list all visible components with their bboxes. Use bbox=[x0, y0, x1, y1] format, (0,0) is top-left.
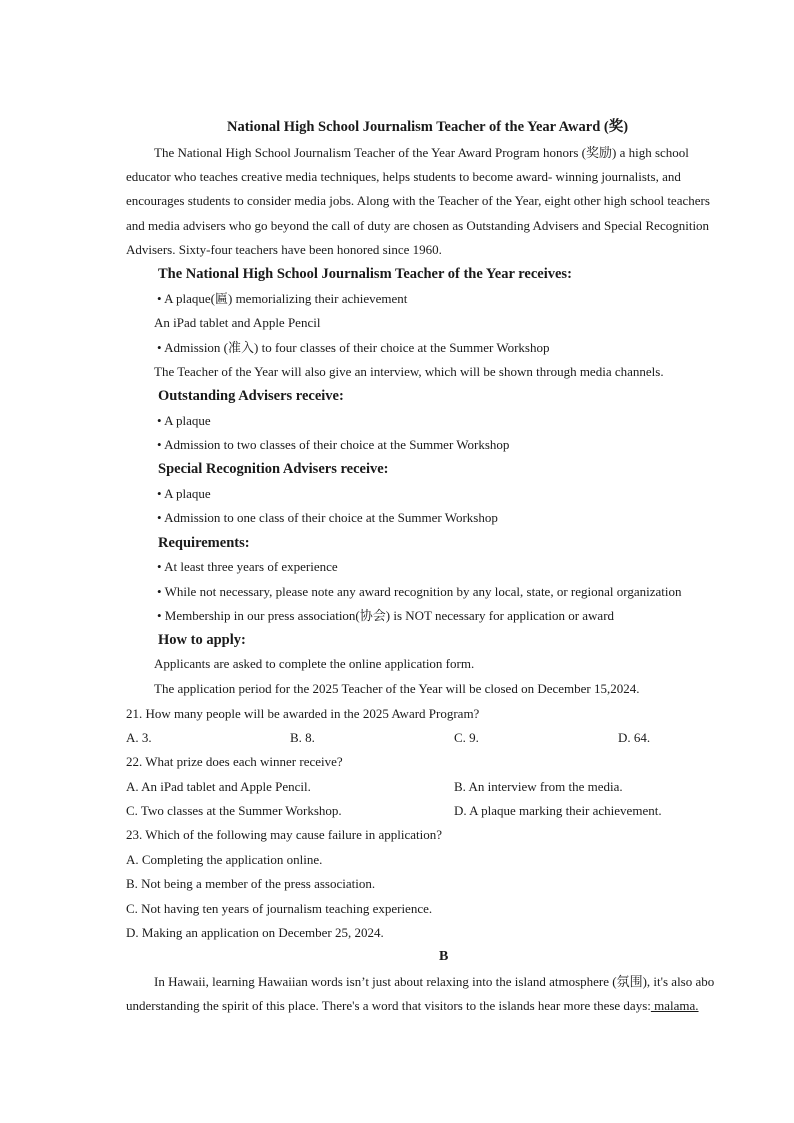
intro-line: encourages students to consider media jobs. Along with the Teacher of the Year, eight other high school teachers bbox=[126, 193, 710, 208]
option-b: B. An interview from the media. bbox=[454, 779, 623, 794]
list-item: The application period for the 2025 Teacher of the Year will be closed on December 15,2024. bbox=[154, 681, 640, 696]
list-item: An iPad tablet and Apple Pencil bbox=[154, 315, 321, 330]
intro-line: educator who teaches creative media techniques, helps students to become award- winning journalists, and bbox=[126, 169, 681, 184]
option-c: C. Not having ten years of journalism teaching experience. bbox=[126, 901, 433, 916]
teacher-heading: The National High School Journalism Teacher of the Year receives: bbox=[158, 266, 572, 282]
intro-line: The National High School Journalism Teacher of the Year Award Program honors (奖励) a high school bbox=[154, 145, 689, 160]
passage-line: In Hawaii, learning Hawaiian words isn’t just about relaxing into the island atmosphere (氛围), it's also abo bbox=[154, 974, 715, 989]
option-b: B. 8. bbox=[290, 730, 315, 745]
list-item: • At least three years of experience bbox=[157, 559, 338, 574]
section-label: B bbox=[439, 949, 449, 964]
question-stem: 22. What prize does each winner receive? bbox=[126, 754, 343, 769]
question-stem: 23. Which of the following may cause failure in application? bbox=[126, 827, 442, 842]
list-item: • Admission to two classes of their choice at the Summer Workshop bbox=[157, 437, 510, 452]
list-item: • While not necessary, please note any award recognition by any local, state, or regional organization bbox=[157, 584, 682, 599]
passage-text: understanding the spirit of this place. There's a word that visitors to the islands hear more these days: bbox=[126, 998, 651, 1013]
apply-heading: How to apply: bbox=[158, 632, 246, 648]
option-a: A. An iPad tablet and Apple Pencil. bbox=[126, 779, 311, 794]
option-d: D. 64. bbox=[618, 730, 651, 745]
list-item: Applicants are asked to complete the online application form. bbox=[154, 656, 475, 671]
list-item: • Membership in our press association(协会) is NOT necessary for application or award bbox=[157, 608, 615, 623]
option-b: B. Not being a member of the press association. bbox=[126, 876, 376, 891]
question-stem: 21. How many people will be awarded in the 2025 Award Program? bbox=[126, 706, 480, 721]
requirements-heading: Requirements: bbox=[158, 535, 250, 551]
option-c: C. Two classes at the Summer Workshop. bbox=[126, 803, 342, 818]
outstanding-heading: Outstanding Advisers receive: bbox=[158, 388, 344, 404]
list-item: • A plaque bbox=[157, 413, 211, 428]
passage-line bbox=[126, 998, 699, 1014]
option-a: A. 3. bbox=[126, 730, 152, 745]
list-item: • A plaque(匾) memorializing their achievement bbox=[157, 291, 408, 306]
list-item: • Admission to one class of their choice at the Summer Workshop bbox=[157, 510, 498, 525]
option-c: C. 9. bbox=[454, 730, 479, 745]
intro-line: and media advisers who go beyond the call of duty are chosen as Outstanding Advisers and Special Recognition bbox=[126, 218, 710, 233]
list-item: • A plaque bbox=[157, 486, 211, 501]
option-a: A. Completing the application online. bbox=[126, 852, 323, 867]
option-d: D. A plaque marking their achievement. bbox=[454, 803, 662, 818]
list-item: • Admission (准入) to four classes of their choice at the Summer Workshop bbox=[157, 340, 550, 355]
option-d: D. Making an application on December 25, 2024. bbox=[126, 925, 384, 940]
page-title: National High School Journalism Teacher of the Year Award (奖) bbox=[227, 119, 629, 135]
list-item: The Teacher of the Year will also give an interview, which will be shown through media channels. bbox=[154, 364, 664, 379]
special-heading: Special Recognition Advisers receive: bbox=[158, 461, 389, 477]
intro-line: Advisers. Sixty-four teachers have been honored since 1960. bbox=[126, 242, 442, 257]
underlined-word: malama. bbox=[650, 998, 699, 1013]
